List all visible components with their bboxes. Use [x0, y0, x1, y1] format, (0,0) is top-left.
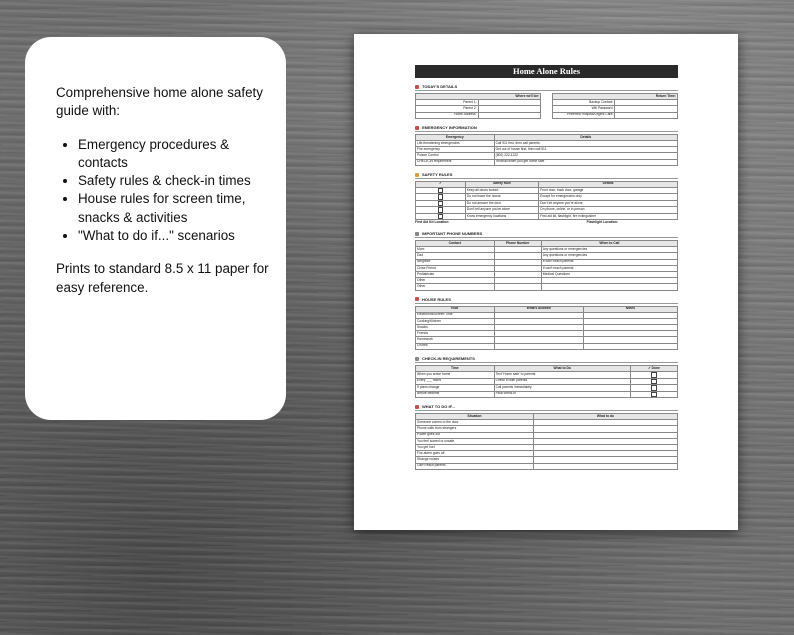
table-cell: Power goes out [416, 432, 534, 438]
table-cell: Fire emergency [416, 147, 495, 153]
house-table [415, 306, 678, 350]
column-header: ✓ Done [630, 365, 677, 371]
table-row [416, 391, 678, 398]
table-cell: Text/call when you get home safe [494, 159, 677, 165]
checkin-table [415, 365, 678, 398]
table-cell: Someone comes to the door [416, 420, 534, 426]
feature-item: • House rules for screen time, snacks & activities [78, 190, 271, 227]
table-cell: Pediatrician [416, 271, 495, 277]
table-cell: Other [416, 284, 495, 290]
column-header: What to Do [494, 365, 630, 371]
table-cell: On phone, online, or in person [539, 207, 678, 214]
card-footer: Prints to standard 8.5 x 11 paper for easy reference. [56, 261, 269, 295]
table-cell: Do not leave the house [465, 194, 538, 201]
table-cell: You get hurt [416, 444, 534, 450]
table-cell: Close Friend [416, 265, 495, 271]
checkbox[interactable] [438, 194, 444, 200]
table-cell: Any questions or emergencies [541, 253, 677, 259]
checkbox[interactable] [651, 379, 657, 385]
alert-icon [415, 126, 419, 130]
table-cell: If plans change [416, 385, 495, 392]
table-row [416, 463, 678, 469]
table-cell: Dad [416, 253, 495, 259]
column-header: When to Call [541, 241, 677, 247]
column-header: Phone Number [494, 241, 541, 247]
column-header: Emergency [416, 134, 495, 140]
column-header: What to do [533, 414, 677, 420]
column-header: ✓ [416, 181, 466, 187]
checkbox[interactable] [651, 372, 657, 378]
section-heading: IMPORTANT PHONE NUMBERS [415, 231, 678, 238]
column-header: Time [416, 365, 495, 371]
column-header: Contact [416, 241, 495, 247]
section-heading: WHAT TO DO IF... [415, 404, 678, 411]
section-safety [415, 172, 678, 225]
checkbox[interactable] [438, 201, 444, 207]
table-cell: If can't reach parents [541, 265, 677, 271]
table-cell: Strange noises [416, 457, 534, 463]
table-cell: Friends [416, 331, 495, 337]
table-cell: First aid kit, flashlight, fire extinguisher [539, 213, 678, 220]
checkbox[interactable] [651, 392, 657, 398]
clock-icon [415, 357, 419, 361]
feature-item: • Emergency procedures & contacts [78, 136, 271, 173]
table-cell [541, 284, 677, 290]
checkbox[interactable] [438, 188, 444, 194]
table-cell: Snacks [416, 325, 495, 331]
table-cell: Don't let anyone you're alone [539, 200, 678, 207]
table-row [416, 159, 678, 165]
section-checkin [415, 356, 678, 398]
table-cell: Don't tell anyone you're alone [465, 207, 538, 214]
checkbox[interactable] [438, 207, 444, 213]
feature-item: • Safety rules & check-in times [78, 172, 271, 190]
checkbox[interactable] [438, 214, 444, 220]
section-house [415, 297, 678, 350]
table-cell: (800) 222-1222 [494, 153, 677, 159]
card-intro: Comprehensive home alone safety guide with: [56, 85, 263, 119]
question-icon [415, 405, 419, 409]
house-icon [415, 297, 419, 301]
table-cell: Final check-in [494, 391, 630, 398]
column-header: Details [494, 134, 677, 140]
section-heading: EMERGENCY INFORMATION [415, 125, 678, 132]
column-header: Situation [416, 414, 534, 420]
table-row [416, 343, 678, 349]
document-title: Home Alone Rules [415, 65, 678, 78]
table-cell: Mom [416, 247, 495, 253]
table-cell: Chores [416, 343, 495, 349]
table-cell: Electronics/Screen Time [416, 312, 495, 318]
section-heading: CHECK-IN REQUIREMENTS [415, 356, 678, 363]
phone-icon [415, 232, 419, 236]
table-cell: Any questions or emergencies [541, 247, 677, 253]
table-cell: Check in with parents [494, 378, 630, 385]
table-cell: Call 911 first, then call parents [494, 140, 677, 146]
table-cell: When you arrive home [416, 372, 495, 379]
checkbox[interactable] [651, 385, 657, 391]
table-cell: Except for emergencies only [539, 194, 678, 201]
table-cell: Do not answer the door [465, 200, 538, 207]
table-cell: If can't reach parents [541, 259, 677, 265]
table-cell: Know emergency locations [465, 213, 538, 220]
table-cell: Homework [416, 337, 495, 343]
column-header: Details [539, 181, 678, 187]
section-emergency [415, 125, 678, 166]
section-phones [415, 231, 678, 291]
phones-table [415, 240, 678, 291]
table-cell [494, 343, 583, 349]
table-row [416, 284, 678, 290]
table-cell: Other [416, 278, 495, 284]
table-cell: You feel scared or unsafe [416, 438, 534, 444]
printable-page [354, 34, 738, 530]
section-whatif [415, 404, 678, 470]
table-cell: Front door, back door, garage [539, 187, 678, 194]
today-left-table: Where we'll be: Parent 1: Parent 2: Home Address: [415, 93, 541, 119]
table-cell: Can't reach parents [416, 463, 534, 469]
flashlight-location: Flashlight Location: [586, 220, 618, 225]
table-cell: CHECK-IN requirement [416, 159, 495, 165]
table-cell: Text 'Home safe' to parents [494, 372, 630, 379]
feature-list [56, 136, 271, 246]
table-cell: Poison Control [416, 153, 495, 159]
table-cell: Medical Questions [541, 271, 677, 277]
table-cell [583, 343, 677, 349]
today-right-table: Return Time: Backup Contact: Wifi Password: Preferred Hospital/Urgent Care: [552, 93, 678, 119]
table-cell: Phone calls from strangers [416, 426, 534, 432]
table-cell: Cooking/Kitchen [416, 318, 495, 324]
lock-icon [415, 173, 419, 177]
section-heading: SAFETY RULES [415, 172, 678, 179]
table-cell: Call parents immediately [494, 385, 630, 392]
table-cell [533, 463, 677, 469]
column-header: Notes [583, 306, 677, 312]
section-today [415, 84, 678, 119]
description-text [56, 84, 271, 297]
table-cell: Neighbor [416, 259, 495, 265]
table-cell: Before bedtime [416, 391, 495, 398]
table-cell: Fire alarm goes off [416, 451, 534, 457]
safety-table [415, 181, 678, 221]
section-heading: TODAY'S DETAILS [415, 84, 678, 91]
table-row [416, 213, 678, 220]
column-header: What's Allowed [494, 306, 583, 312]
emergency-table [415, 134, 678, 166]
description-card [25, 37, 286, 420]
table-cell [494, 284, 541, 290]
table-cell: Every ___ hours [416, 378, 495, 385]
table-cell: Life-threatening emergencies [416, 140, 495, 146]
document [415, 65, 678, 470]
table-cell: Get out of house first, then call 911 [494, 147, 677, 153]
pin-icon [415, 85, 419, 89]
feature-item: • "What to do if..." scenarios [78, 227, 271, 245]
column-header: Rule [416, 306, 495, 312]
whatif-table [415, 413, 678, 470]
table-cell: Keep all doors locked [465, 187, 538, 194]
section-heading: HOUSE RULES [415, 297, 678, 304]
first-aid-location: First Aid Kit Location: [415, 220, 450, 225]
column-header: Safety Rule [465, 181, 538, 187]
